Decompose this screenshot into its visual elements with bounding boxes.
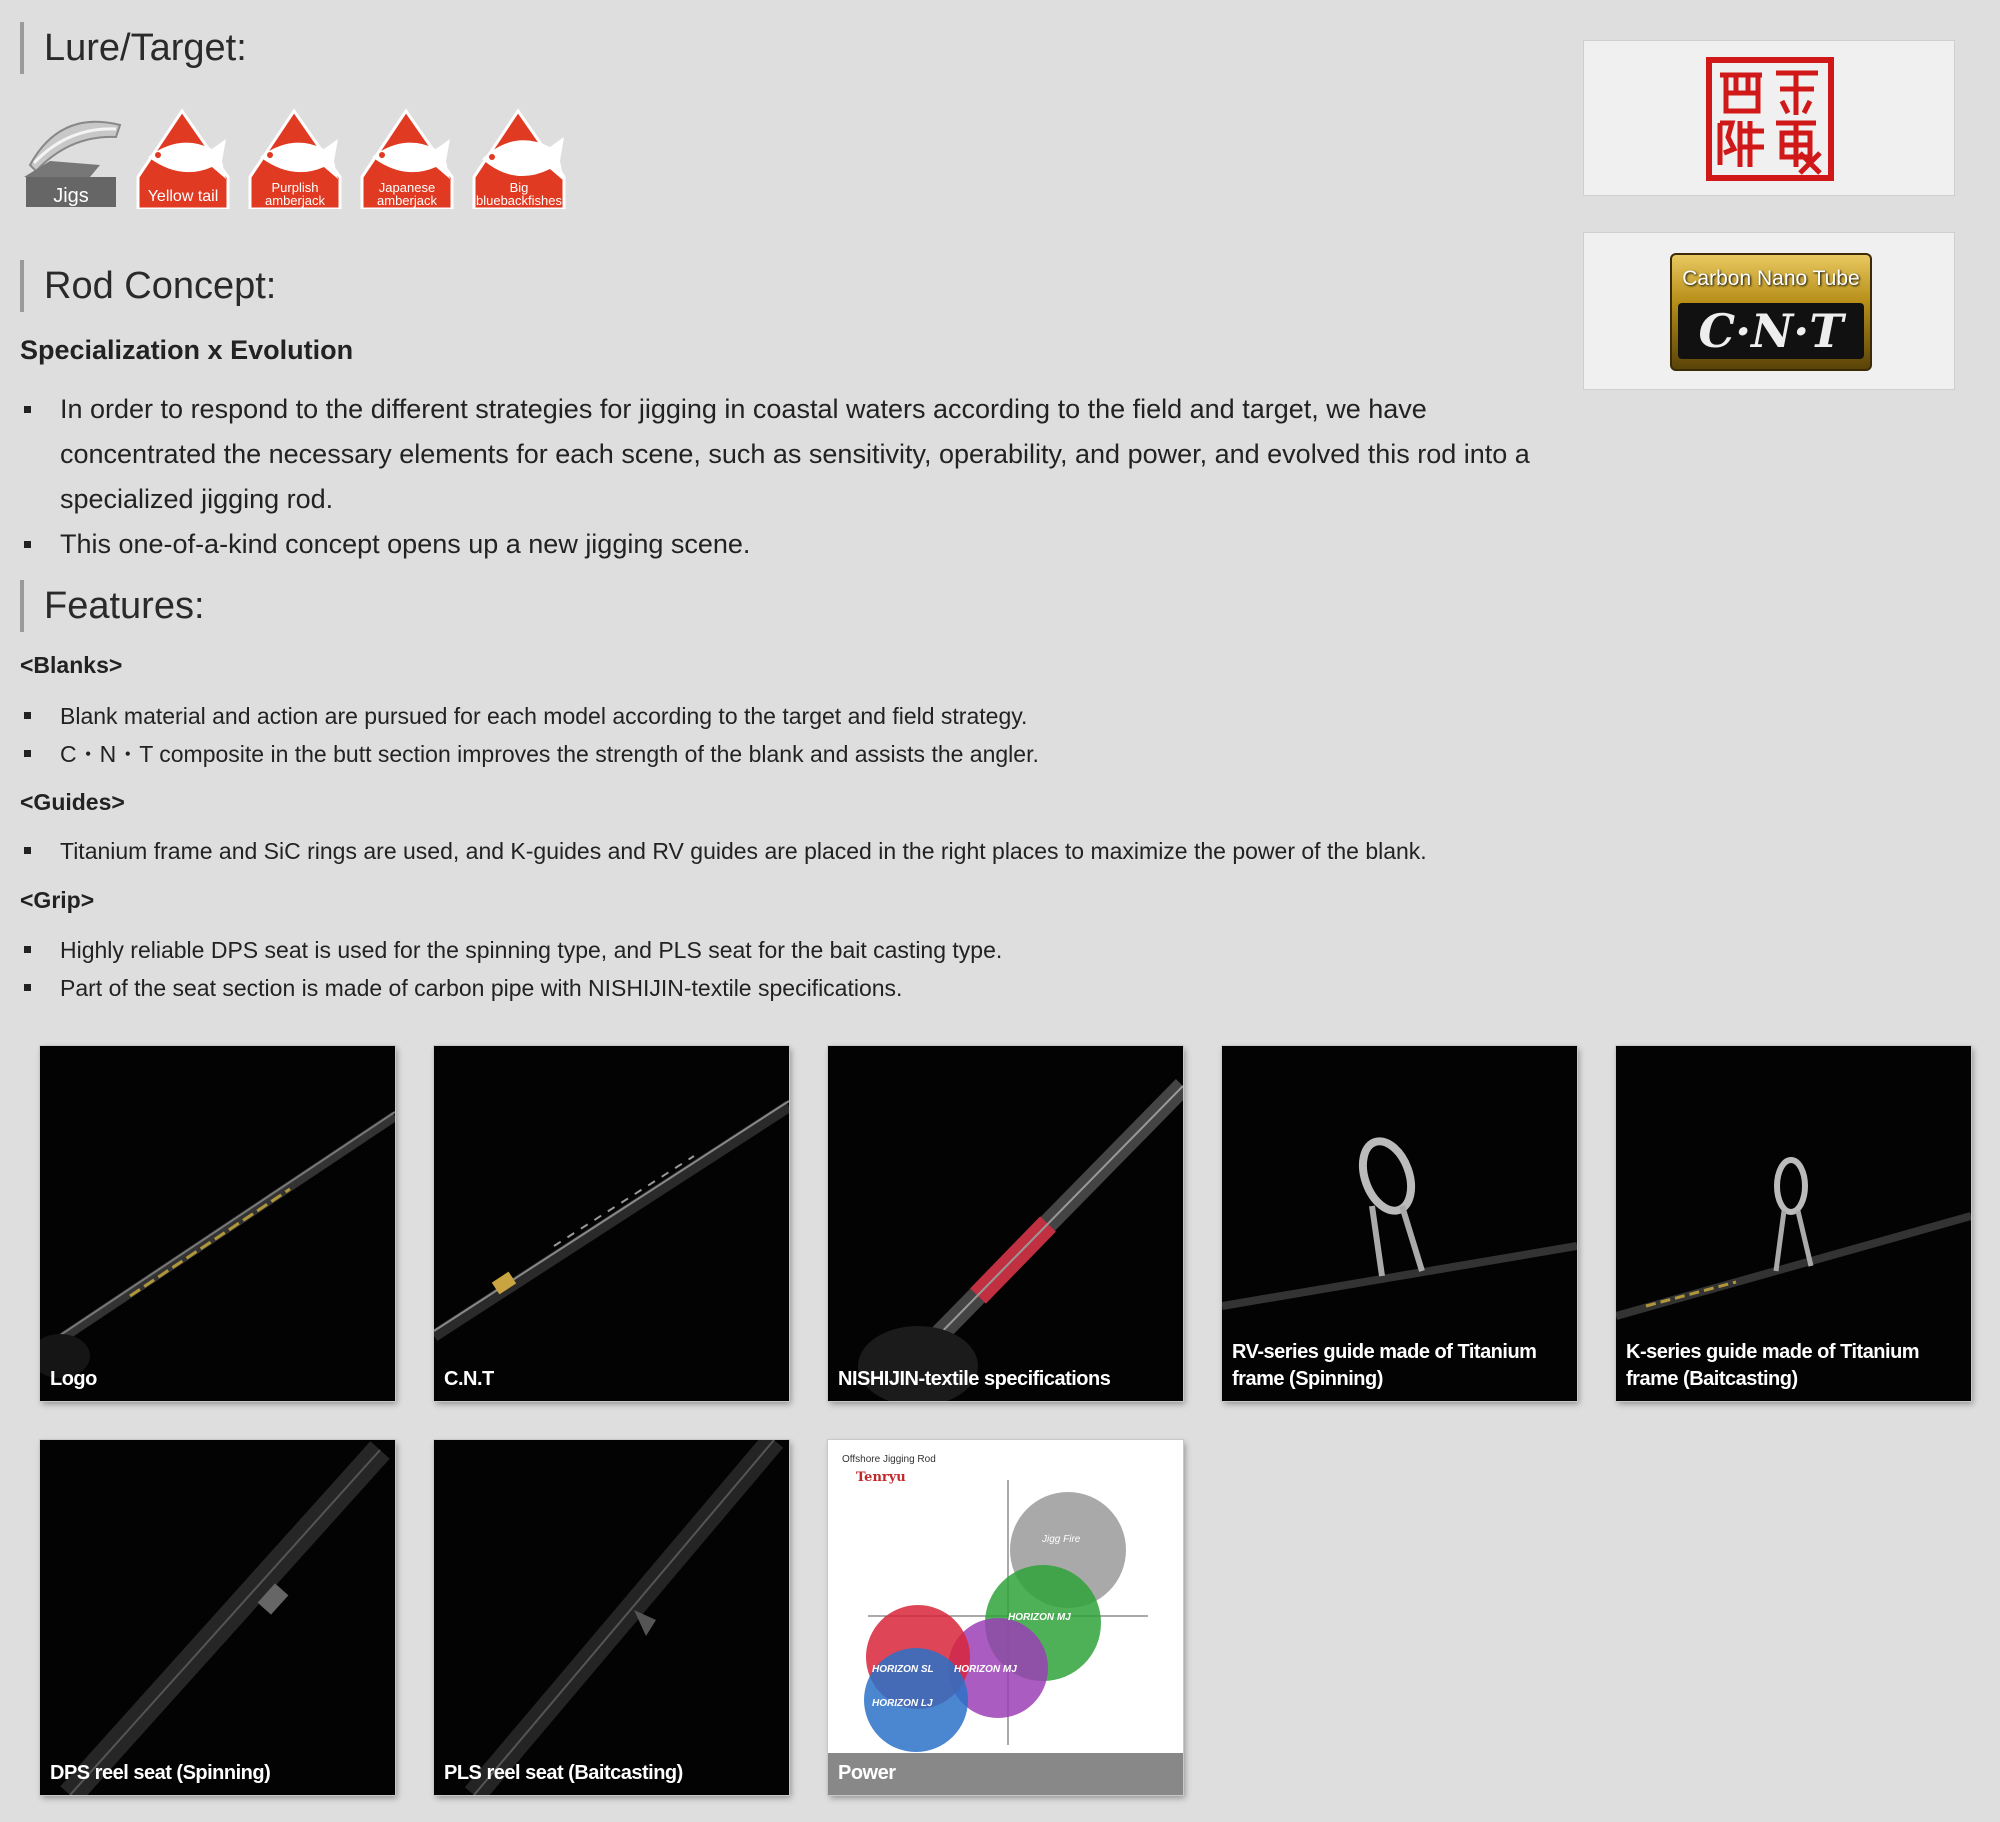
list-item: Titanium frame and SiC rings are used, and K-guides and RV guides are placed in the right places to maximize the power of the blank.	[20, 832, 1920, 870]
tile-caption: RV-series guide made of Titanium frame (Spinning)	[1232, 1341, 1537, 1390]
rod-concept-subtitle: Specialization x Evolution	[20, 335, 354, 365]
guides-list	[20, 832, 1920, 870]
gallery-tile-logo[interactable]	[40, 1046, 395, 1401]
list-item: This one-of-a-kind concept opens up a new jigging scene.	[20, 522, 1550, 567]
tile-caption: NISHIJIN-textile specifications	[838, 1368, 1111, 1390]
gallery-tile-pls-seat[interactable]	[434, 1440, 789, 1795]
series-label: HORIZON SL	[872, 1664, 934, 1675]
tile-caption: K-series guide made of Titanium frame (Baitcasting)	[1626, 1341, 1920, 1390]
list-item: Highly reliable DPS seat is used for the spinning type, and PLS seat for the bait casting type.	[20, 931, 1920, 969]
power-chart-graphic	[828, 1440, 1183, 1795]
jig-icon	[20, 105, 122, 209]
nishijin-seal-logo	[1706, 57, 1834, 181]
target-label: Jigs	[53, 185, 89, 207]
grip-heading: <Grip>	[20, 887, 95, 913]
series-label: HORIZON MJ	[954, 1664, 1017, 1675]
guides-heading: <Guides>	[20, 789, 125, 815]
blanks-list	[20, 697, 1920, 773]
gallery-tile-rv-guide[interactable]	[1222, 1046, 1577, 1401]
tile-caption: C.N.T	[444, 1368, 494, 1390]
yellowtail-fish-icon	[132, 105, 234, 209]
series-label: HORIZON MJ	[1008, 1612, 1071, 1623]
series-label: HORIZON LJ	[872, 1698, 933, 1709]
grip-list	[20, 931, 1920, 1007]
list-item: In order to respond to the different strategies for jigging in coastal waters according to the field and target, we have concentrated the necessary elements for each scene, such as sensitivity, operability, and power, and evolved this rod into a specialized jigging rod.	[20, 387, 1550, 522]
cnt-logo	[1670, 253, 1872, 371]
tenryu-logo: Tenryu	[856, 1470, 906, 1485]
japanese-amberjack-fish-icon	[356, 105, 458, 209]
list-item: C・N・T composite in the butt section improves the strength of the blank and assists the angler.	[20, 735, 1920, 773]
target-label: Big bluebackfishes	[476, 180, 562, 208]
gallery-tile-nishijin[interactable]	[828, 1046, 1183, 1401]
cnt-badge	[1583, 232, 1955, 390]
tile-caption: Logo	[50, 1368, 97, 1390]
target-label: Japanese amberjack	[377, 180, 437, 208]
nishijin-seal-badge	[1583, 40, 1955, 196]
target-label: Yellow tail	[147, 188, 219, 205]
cnt-main-text: C·N·T	[1678, 303, 1864, 359]
features-heading: Features:	[20, 580, 205, 632]
gallery-tile-k-guide[interactable]	[1616, 1046, 1971, 1401]
tile-caption: DPS reel seat (Spinning)	[50, 1762, 271, 1784]
rod-concept-heading: Rod Concept:	[20, 260, 276, 312]
gallery-tile-power-chart[interactable]	[828, 1440, 1183, 1795]
tile-caption: Power	[838, 1762, 896, 1784]
series-label: Jigg Fire	[1042, 1534, 1081, 1545]
big-bluebackfish-icon	[468, 105, 570, 209]
target-icons-row	[20, 105, 580, 215]
tile-caption: PLS reel seat (Baitcasting)	[444, 1762, 683, 1784]
purplish-amberjack-fish-icon	[244, 105, 346, 209]
list-item: Blank material and action are pursued for each model according to the target and field strategy.	[20, 697, 1920, 735]
lure-target-heading: Lure/Target:	[20, 22, 247, 74]
gallery-tile-dps-seat[interactable]	[40, 1440, 395, 1795]
target-label: Purplish amberjack	[265, 180, 325, 208]
cnt-top-text: Carbon Nano Tube	[1682, 267, 1860, 290]
blanks-heading: <Blanks>	[20, 652, 123, 678]
rod-concept-list	[20, 387, 1550, 567]
power-chart-heading: Offshore Jigging Rod	[842, 1454, 936, 1465]
list-item: Part of the seat section is made of carbon pipe with NISHIJIN-textile specifications.	[20, 969, 1920, 1007]
gallery-tile-cnt[interactable]	[434, 1046, 789, 1401]
